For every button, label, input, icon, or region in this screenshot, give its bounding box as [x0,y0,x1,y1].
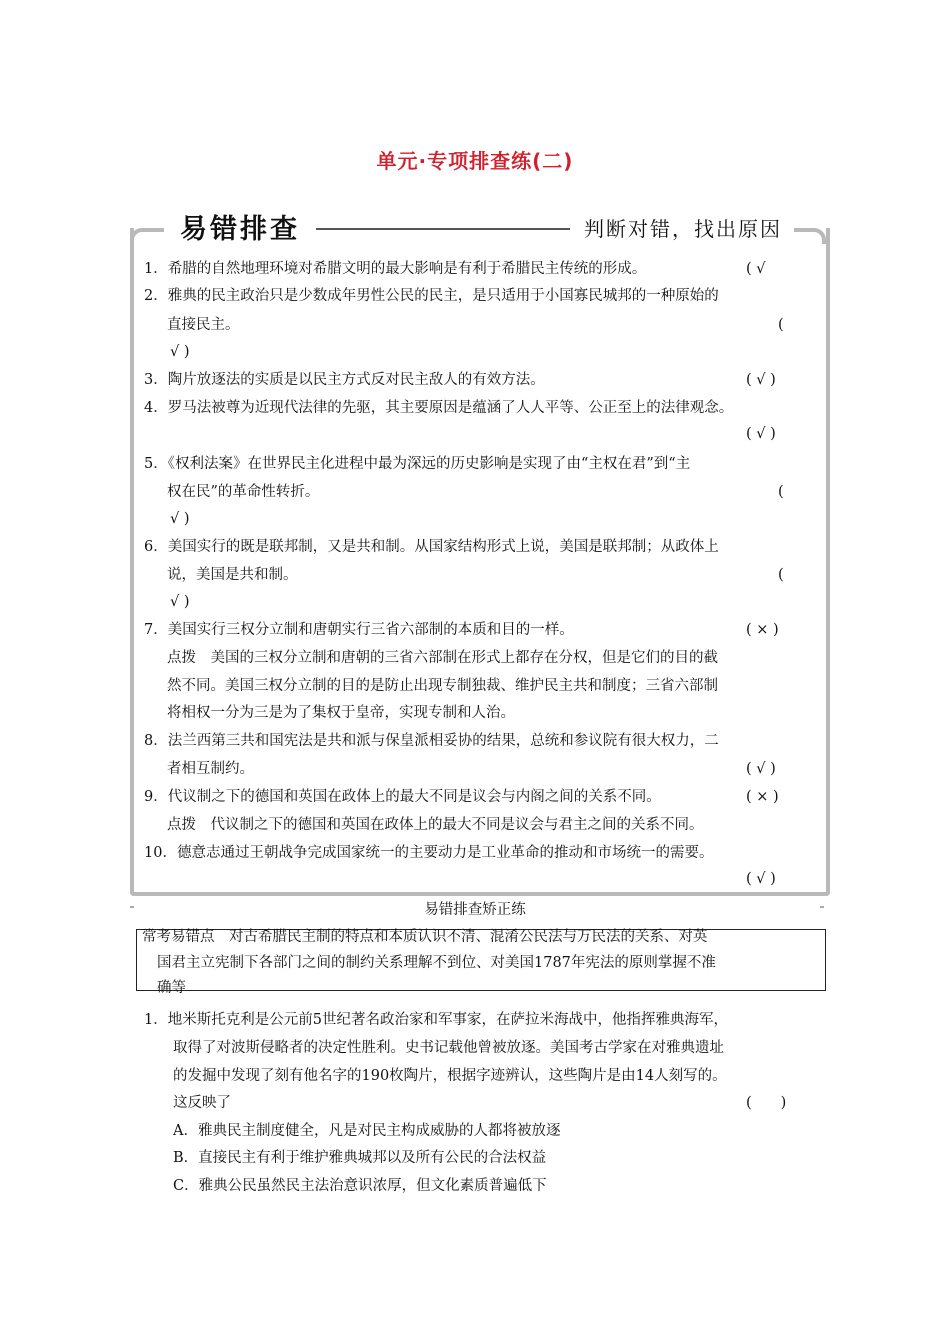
question-1-answer-blank: ( ) [746,1095,787,1111]
item-2-mark-open: ( [778,317,784,333]
item-10-text: 10．德意志通过王朝战争完成国家统一的主要动力是工业革命的推动和市场统一的需要。 [144,845,714,861]
item-5-mark-open: ( [778,484,784,500]
question-1-line4: 这反映了 [173,1095,231,1111]
item-6-mark-close: √ ) [170,594,190,610]
question-1-line1: 1．地米斯托克利是公元前5世纪著名政治家和军事家，在萨拉米海战中，他指挥雅典海军， [144,1012,728,1028]
item-7-mark: ( × ) [746,622,779,638]
question-1-option-b: B．直接民主有利于维护雅典城邦以及所有公民的合法权益 [173,1150,547,1166]
item-2-line1: 2．雅典的民主政治只是少数成年男性公民的民主，是只适用于小国寡民城邦的一种原始的 [144,288,719,304]
item-3-text: 3．陶片放逐法的实质是以民主方式反对民主敌人的有效方法。 [144,372,545,388]
item-6-mark-open: ( [778,567,784,583]
item-8-line1: 8．法兰西第三共和国宪法是共和派与保皇派相妥协的结果，总统和参议院有很大权力，二 [144,733,719,749]
item-9-text: 9．代议制之下的德国和英国在政体上的最大不同是议会与内阁之间的关系不同。 [144,789,661,805]
item-9-note: 点拨 代议制之下的德国和英国在政体上的最大不同是议会与君主之间的关系不同。 [167,817,704,833]
item-2-line2: 直接民主。 [167,317,240,333]
item-7-note-line1: 点拨 美国的三权分立制和唐朝的三省六部制在形式上都存在分权，但是它们的目的截 [167,650,718,666]
item-7-note-line3: 将相权一分为三是为了集权于皇帝，实现专制和人治。 [167,705,515,721]
page-title: 单元·专项排查练(二) [376,149,574,173]
common-errors-line1: 常考易错点 对古希腊民主制的特点和本质认识不清、混淆公民法与万民法的关系、对英 [142,929,708,945]
item-4-mark: ( √ ) [746,426,776,442]
item-4-text: 4．罗马法被尊为近现代法律的先驱，其主要原因是蕴涵了人人平等、公正至上的法律观念。 [144,400,734,416]
section-header-right: 判断对错，找出原因 [580,213,786,242]
frame-corner-right [794,228,826,244]
item-7-note-line2: 然不同。美国三权分立制的目的是防止出现专制独裁、维护民主共和制度；三省六部制 [167,678,718,694]
item-5-mark-close: √ ) [170,511,190,527]
item-6-line1: 6．美国实行的既是联邦制，又是共和制。从国家结构形式上说，美国是联邦制；从政体上 [144,539,719,555]
correction-caption: 易错排查矫正练 [424,902,526,918]
item-1-text: 1．希腊的自然地理环境对希腊文明的最大影响是有利于希腊民主传统的形成。 [144,261,647,277]
common-errors-line3: 确等 [157,980,186,996]
item-1-mark: ( √ [746,261,766,277]
item-5-line1: 5．《权利法案》在世界民主化进程中最为深远的历史影响是实现了由“主权在君”到“主 [144,456,691,472]
header-rule [316,228,570,230]
item-10-mark: ( √ ) [746,871,776,887]
question-1-option-a: A．雅典民主制度健全，凡是对民主构成威胁的人都将被放逐 [173,1123,561,1139]
section-header-left: 易错排查 [176,207,304,246]
item-8-line2: 者相互制约。 [167,761,254,777]
item-6-line2: 说，美国是共和制。 [167,567,298,583]
question-1-option-c: C．雅典公民虽然民主法治意识浓厚，但文化素质普遍低下 [173,1178,547,1194]
common-errors-line2: 国君主立宪制下各部门之间的制约关系理解不到位、对美国1787年宪法的原则掌握不准 [157,955,716,971]
question-1-line3: 的发掘中发现了刻有他名字的190枚陶片，根据字迹辨认，这些陶片是由14人刻写的。 [173,1068,727,1084]
item-9-mark: ( × ) [746,789,779,805]
item-7-text: 7．美国实行三权分立制和唐朝实行三省六部制的本质和目的一样。 [144,622,574,638]
question-1-line2: 取得了对波斯侵略者的决定性胜利。史书记载他曾被放逐。美国考古学家在对雅典遗址 [173,1040,724,1056]
item-2-mark-close: √ ) [170,344,190,360]
item-3-mark: ( √ ) [746,372,776,388]
item-5-line2: 权在民”的革命性转折。 [167,484,320,500]
frame-corner-left [130,228,164,244]
item-8-mark: ( √ ) [746,761,776,777]
